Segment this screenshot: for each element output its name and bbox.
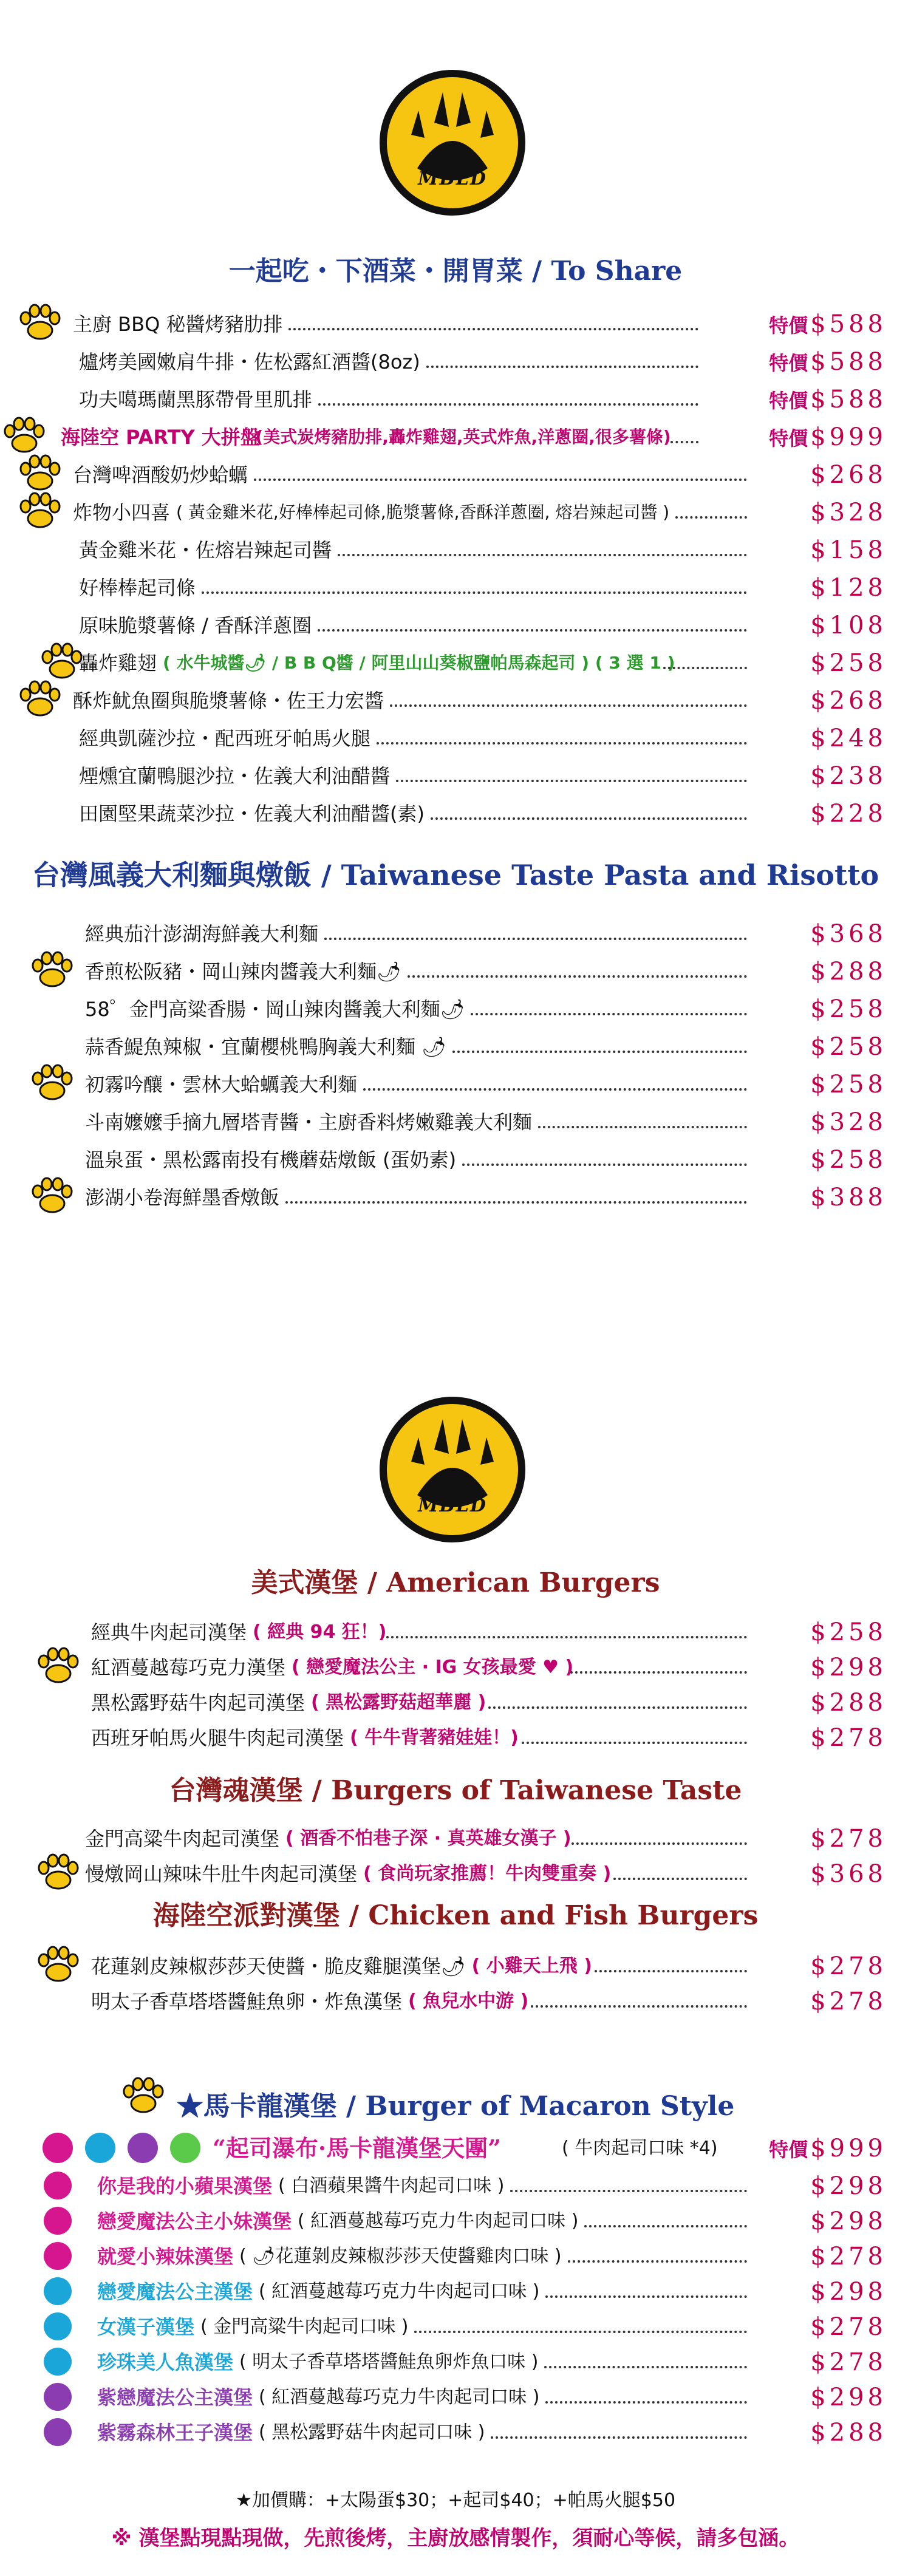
- item-name: 酥炸魷魚圈與脆漿薯條・佐王力宏醬: [73, 689, 384, 712]
- leader-dots: [285, 1201, 747, 1204]
- item-price: $298: [810, 2383, 887, 2411]
- item-note: ( 水牛城醬🌶 / B B Q醬 / 阿里山山葵椒鹽帕馬森起司 ) ( 3 選 1 ): [163, 653, 675, 673]
- item-price: $238: [810, 762, 887, 790]
- item-name: 紫霧森林王子漢堡: [97, 2421, 253, 2444]
- menu-item: [0, 1615, 911, 1649]
- item-name: 珍珠美人魚漢堡: [97, 2351, 234, 2374]
- menu-item: [0, 533, 911, 567]
- leader-dots: [570, 1671, 747, 1674]
- item-price: $368: [810, 1860, 887, 1888]
- item-price: $248: [810, 724, 887, 752]
- menu-item: [0, 2310, 911, 2344]
- leader-dots: [426, 366, 698, 368]
- menu-item: [0, 458, 911, 492]
- item-name: 台灣啤酒酸奶炒蛤蠣: [73, 463, 248, 486]
- item-name: 慢燉岡山辣味牛肚牛肉起司漢堡: [85, 1862, 358, 1886]
- item-price: $258: [810, 1146, 887, 1174]
- menu-item: [0, 1949, 911, 1983]
- item-note: ( 明太子香草塔塔醬鮭魚卵炸魚口味 ): [239, 2351, 539, 2373]
- item-price: $278: [810, 2313, 887, 2341]
- item-name: 戀愛魔法公主漢堡: [97, 2280, 253, 2303]
- leader-dots: [377, 742, 747, 745]
- menu-item: [0, 420, 911, 454]
- section-title-taiwan: 台灣魂漢堡 / Burgers of Taiwanese Taste: [169, 1775, 742, 1806]
- leader-dots: [488, 1706, 747, 1709]
- item-name: 58゜金門高粱香腸・岡山辣肉醬義大利麵🌶: [85, 998, 465, 1021]
- leader-dots: [675, 516, 747, 519]
- menu-item: [0, 496, 911, 530]
- item-price: 特價 $588: [769, 386, 887, 414]
- menu-item: [0, 955, 911, 989]
- item-price: $258: [810, 1033, 887, 1061]
- menu-item: [0, 1181, 911, 1215]
- addon-note: ★加價購：+太陽蛋$30；+起司$40；+帕馬火腿$50: [235, 2490, 676, 2511]
- macaron-set-row: [0, 2131, 911, 2165]
- item-price: $278: [810, 1988, 887, 2015]
- item-price: $128: [810, 574, 887, 602]
- item-price: 特價 $588: [769, 310, 887, 338]
- macaron-set-price: 特價 $999: [769, 2135, 887, 2162]
- logo-text: MBLD: [418, 1495, 487, 1516]
- item-price: $298: [810, 2172, 887, 2200]
- item-note: ( 白酒蘋果醬牛肉起司口味 ): [278, 2175, 505, 2196]
- special-price-tag: 特價: [769, 427, 808, 450]
- leader-dots: [408, 975, 747, 978]
- item-price: $278: [810, 2243, 887, 2271]
- item-price: $258: [810, 1618, 887, 1646]
- item-price: $268: [810, 461, 887, 489]
- item-note: ( 黑松露野菇超華麗 ): [311, 1692, 486, 1713]
- item-name: 海陸空 PARTY 大拼盤: [61, 426, 260, 449]
- leader-dots: [568, 2260, 747, 2263]
- menu-item: [0, 608, 911, 642]
- menu-item: [0, 1030, 911, 1064]
- item-name: 煙燻宜蘭鴨腿沙拉・佐義大利油醋醬: [79, 765, 391, 788]
- item-price: $278: [810, 1952, 887, 1980]
- item-name: 炸物小四喜: [73, 501, 171, 524]
- leader-dots: [202, 591, 747, 594]
- macaron-set-note: ( 牛肉起司口味 *4): [562, 2138, 718, 2159]
- item-price: 特價 $588: [769, 348, 887, 376]
- menu-item: [0, 1105, 911, 1139]
- item-note: ( 牛牛背著豬娃娃！): [350, 1727, 519, 1748]
- item-name: 田園堅果蔬菜沙拉・佐義大利油醋醬(素): [79, 802, 425, 825]
- menu-item: [0, 917, 911, 951]
- item-name: 斗南嬤嬤手摘九層塔青醬・主廚香料烤嫩雞義大利麵: [85, 1111, 533, 1134]
- item-name: 戀愛魔法公主小妹漢堡: [97, 2210, 292, 2233]
- item-note: ( 紅酒蔓越莓巧克力牛肉起司口味 ): [298, 2210, 579, 2232]
- item-price: $298: [810, 1654, 887, 1682]
- item-name: 黑松露野菇牛肉起司漢堡: [91, 1691, 305, 1714]
- leader-dots: [318, 629, 747, 632]
- menu-item: [0, 2345, 911, 2379]
- menu-item: [0, 684, 911, 718]
- menu-item: [0, 383, 911, 417]
- menu-item: [0, 1985, 911, 2019]
- brand-logo: [380, 1397, 525, 1542]
- item-price: $228: [810, 800, 887, 828]
- item-price: $158: [810, 536, 887, 564]
- leader-dots: [452, 1051, 747, 1053]
- menu-item: [0, 759, 911, 793]
- item-name: 好棒棒起司條: [79, 576, 196, 599]
- item-note: ( 戀愛魔法公主 · IG 女孩最愛 ♥ ): [292, 1657, 574, 1678]
- item-name: 就愛小辣妹漢堡: [97, 2245, 234, 2268]
- macaron-set-title: “起司瀑布·馬卡龍漢堡天團”: [213, 2135, 501, 2162]
- menu-item: [0, 721, 911, 755]
- section-title-pasta: 台灣風義大利麵與燉飯 / Taiwanese Taste Pasta and Risotto: [32, 859, 879, 891]
- item-price: $108: [810, 612, 887, 639]
- leader-dots: [318, 403, 698, 406]
- item-price: $288: [810, 2419, 887, 2447]
- item-name: 西班牙帕馬火腿牛肉起司漢堡: [91, 1726, 344, 1750]
- leader-dots: [363, 1088, 747, 1091]
- item-name: 原味脆漿薯條 / 香酥洋蔥圈: [79, 614, 312, 637]
- menu-item: [0, 2240, 911, 2274]
- item-name: 溫泉蛋・黑松露南投有機蘑菇燉飯 (蛋奶素): [85, 1148, 457, 1171]
- item-name: 紫戀魔法公主漢堡: [97, 2386, 253, 2409]
- item-note: ( 小雞天上飛 ): [471, 1955, 592, 1977]
- logo-text: MBLD: [418, 168, 487, 189]
- item-name: 功夫噶瑪蘭黑豚帶骨里肌排: [79, 388, 313, 411]
- item-price: $278: [810, 2348, 887, 2376]
- item-name: 蒜香鯷魚辣椒・宜蘭櫻桃鴨胸義大利麵 🌶: [85, 1035, 446, 1058]
- item-name: 爐烤美國嫩肩牛排・佐松露紅酒醬(8oz): [79, 350, 420, 373]
- section-title-share: 一起吃・下酒菜・開胃菜 / To Share: [228, 256, 683, 287]
- leader-dots: [386, 1636, 747, 1638]
- leader-dots: [670, 441, 698, 443]
- leader-dots: [431, 817, 747, 820]
- item-price: 特價 $999: [769, 423, 887, 451]
- leader-dots: [544, 2366, 747, 2368]
- item-note: (美式炭烤豬肋排,轟炸雞翅,英式炸魚,洋蔥圈,很多薯條): [255, 427, 671, 447]
- item-name: 轟炸雞翅: [79, 652, 157, 675]
- leader-dots: [254, 479, 747, 481]
- menu-item: [0, 2204, 911, 2238]
- menu-item: [0, 1068, 911, 1102]
- item-note: ( 食尚玩家推薦！牛肉雙重奏 ): [363, 1863, 612, 1884]
- section-title-chicken: 海陸空派對漢堡 / Chicken and Fish Burgers: [152, 1900, 759, 1931]
- leader-dots: [414, 2331, 747, 2333]
- brand-logo: [380, 70, 525, 216]
- item-name: 明太子香草塔塔醬鮭魚卵・炸魚漢堡: [91, 1990, 403, 2013]
- item-note: ( 🌶花蓮剝皮辣椒莎莎天使醬雞肉口味 ): [239, 2246, 562, 2267]
- menu-item: [0, 2169, 911, 2203]
- leader-dots: [613, 1878, 747, 1880]
- item-note: ( 酒香不怕巷子深 · 真英雄女漢子 ): [285, 1828, 572, 1849]
- footer-note: ※ 漢堡點現點現做，先煎後烤，主廚放感情製作，須耐心等候，請多包涵。: [111, 2526, 800, 2550]
- leader-dots: [396, 780, 747, 782]
- menu-item: [0, 2380, 911, 2414]
- item-name: 經典茄汁澎湖海鮮義大利麵: [85, 922, 319, 946]
- item-note: ( 金門高粱牛肉起司口味 ): [200, 2316, 409, 2337]
- item-name: 女漢子漢堡: [97, 2315, 195, 2339]
- item-price: $368: [810, 920, 887, 948]
- menu-item: [0, 1651, 911, 1685]
- item-price: $298: [810, 2207, 887, 2235]
- leader-dots: [471, 1013, 747, 1015]
- item-name: 花蓮剝皮辣椒莎莎天使醬・脆皮雞腿漢堡🌶: [91, 1955, 466, 1978]
- item-price: $288: [810, 958, 887, 986]
- menu-item: [0, 992, 911, 1026]
- leader-dots: [545, 2295, 747, 2298]
- item-price: $258: [810, 1071, 887, 1099]
- item-note: ( 紅酒蔓越莓巧克力牛肉起司口味 ): [259, 2387, 540, 2408]
- item-name: 澎湖小卷海鮮墨香燉飯: [85, 1186, 280, 1209]
- item-name: 香煎松阪豬・岡山辣肉醬義大利麵🌶: [85, 960, 401, 983]
- leader-dots: [663, 667, 747, 669]
- item-price: $268: [810, 687, 887, 715]
- item-name: 黃金雞米花・佐熔岩辣起司醬: [79, 539, 332, 562]
- item-price: $388: [810, 1184, 887, 1211]
- menu-item: [0, 1721, 911, 1755]
- menu-item: [0, 307, 911, 341]
- item-note: ( 黑松露野菇牛肉起司口味 ): [259, 2422, 485, 2443]
- special-price-tag: 特價: [769, 389, 808, 412]
- leader-dots: [390, 704, 747, 707]
- menu-item: [0, 797, 911, 831]
- leader-dots: [531, 2005, 747, 2008]
- leader-dots: [338, 554, 747, 556]
- item-name: 紅酒蔓越莓巧克力漢堡: [91, 1656, 286, 1679]
- item-price: $258: [810, 649, 887, 677]
- item-note: ( 魚兒水中游 ): [408, 1991, 529, 2012]
- item-price: $278: [810, 1825, 887, 1853]
- item-price: $288: [810, 1689, 887, 1717]
- leader-dots: [522, 1742, 747, 1744]
- item-price: $328: [810, 1108, 887, 1136]
- item-name: 你是我的小蘋果漢堡: [97, 2175, 273, 2198]
- menu-item: [0, 571, 911, 605]
- leader-dots: [324, 938, 747, 940]
- item-note: ( 紅酒蔓越莓巧克力牛肉起司口味 ): [259, 2281, 540, 2302]
- item-name: 經典牛肉起司漢堡: [91, 1621, 247, 1644]
- item-price: $328: [810, 499, 887, 526]
- menu-item: [0, 345, 911, 379]
- leader-dots: [491, 2436, 747, 2439]
- item-note: ( 黃金雞米花,好棒棒起司條,脆漿薯條,香酥洋蔥圈, 熔岩辣起司醬 ): [176, 502, 670, 522]
- leader-dots: [538, 1126, 747, 1128]
- item-name: 主廚 BBQ 秘醬烤豬肋排: [73, 313, 283, 336]
- leader-dots: [462, 1164, 747, 1166]
- item-price: $258: [810, 995, 887, 1023]
- leader-dots: [510, 2190, 747, 2192]
- menu-item: [0, 646, 911, 680]
- leader-dots: [545, 2401, 747, 2404]
- item-name: 初霧吟釀・雲林大蛤蠣義大利麵: [85, 1073, 358, 1096]
- item-price: $298: [810, 2278, 887, 2306]
- menu-item: [0, 1143, 911, 1177]
- leader-dots: [595, 1970, 747, 1972]
- leader-dots: [288, 328, 698, 330]
- leader-dots: [572, 1842, 747, 1845]
- item-price: $278: [810, 1724, 887, 1752]
- item-name: 經典凱薩沙拉・配西班牙帕馬火腿: [79, 727, 371, 750]
- leader-dots: [584, 2225, 747, 2227]
- menu-item: [0, 1857, 911, 1891]
- item-note: ( 經典 94 狂！): [253, 1621, 387, 1643]
- menu-item: [0, 2416, 911, 2450]
- menu-item: [0, 1822, 911, 1856]
- menu-item: [0, 1686, 911, 1720]
- section-title-macaron: ★馬卡龍漢堡 / Burger of Macaron Style: [176, 2091, 735, 2122]
- item-name: 金門高粱牛肉起司漢堡: [85, 1827, 280, 1850]
- section-title-american: 美式漢堡 / American Burgers: [251, 1567, 660, 1598]
- special-price-tag: 特價: [769, 352, 808, 375]
- menu-item: [0, 2275, 911, 2309]
- special-price-tag: 特價: [769, 314, 808, 337]
